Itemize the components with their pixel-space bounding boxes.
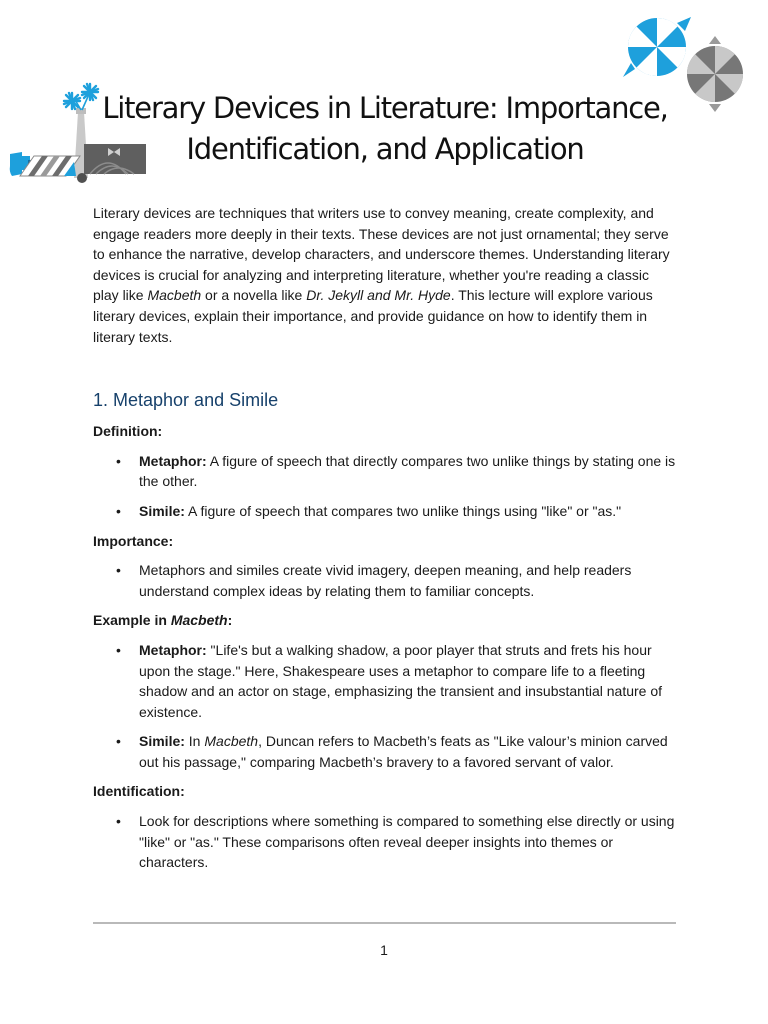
example-term-simile: Simile:	[139, 733, 185, 750]
example-text-pre: In	[184, 733, 205, 750]
intro-text-1: Literary devices are techniques that writers use to convey meaning, create complexity, and engage readers more deeply in their texts. These devices are not just ornamental; they serve to enhance the narrative, develop characters, and underscore themes. Understanding literary devices is crucial for analyzing and interpreting literature, whether you're reading a classic play like	[93, 205, 670, 304]
identification-label: Identification:	[93, 783, 185, 800]
term-simile: Simile:	[139, 502, 185, 519]
title-line-2: Identification, and Application	[186, 132, 584, 166]
definition-text: A figure of speech that directly compares two unlike things by stating one is the other.	[139, 452, 676, 490]
definition-list	[93, 451, 677, 522]
definition-text: A figure of speech that compares two unlike things using "like" or "as."	[184, 502, 622, 519]
document-title	[96, 88, 674, 170]
list-item	[139, 731, 677, 772]
term-metaphor: Metaphor:	[139, 452, 207, 469]
intro-text-3: . This lecture will explore various literary devices, explain their importance, and provide guidance on how to identify them in literary texts.	[93, 287, 653, 345]
intro-paragraph	[93, 203, 677, 347]
list-item: • Look for descriptions where something is compared to something else directly or using "like" or "as." These comparisons often reveal deeper insights into themes or characters.	[139, 811, 677, 873]
intro-work-macbeth: Macbeth	[147, 287, 202, 304]
example-label-prefix: Example in	[93, 612, 171, 629]
intro-work-jekyll: Dr. Jekyll and Mr. Hyde	[306, 287, 451, 304]
example-text: , Duncan refers to Macbeth’s feats as "Like valour’s minion carved out his passage," comparing Macbeth’s bravery to a favored servant of valor.	[139, 733, 668, 770]
example-label-suffix: :	[227, 612, 233, 629]
importance-list	[93, 560, 677, 601]
section-heading-metaphor-simile: 1. Metaphor and Simile	[93, 390, 279, 411]
example-work: Macbeth	[204, 733, 259, 750]
list-item	[139, 501, 677, 522]
list-item	[139, 640, 677, 722]
identification-list	[93, 811, 677, 873]
document-body	[93, 203, 677, 882]
title-line-1: Literary Devices in Literature: Importance,	[102, 91, 668, 125]
footer-divider	[93, 922, 676, 924]
intro-text-2: or a novella like	[201, 287, 307, 304]
example-label-work: Macbeth	[170, 612, 228, 629]
page-number: 1	[380, 942, 388, 958]
list-item	[139, 451, 677, 492]
list-item: • Metaphors and similes create vivid imagery, deepen meaning, and help readers understand complex ideas by relating them to familiar concepts.	[139, 560, 677, 601]
definition-label: Definition:	[93, 423, 163, 440]
example-list	[93, 640, 677, 773]
example-label	[93, 610, 677, 631]
example-term-metaphor: Metaphor:	[139, 641, 207, 658]
importance-label: Importance:	[93, 532, 174, 549]
example-text: "Life's but a walking shadow, a poor player that struts and frets his hour upon the stage." Here, Shakespeare uses a metaphor to compare life to a fleeting shadow and an actor on stage, emphasizing the transient and insubstantial nature of existence.	[139, 641, 663, 720]
